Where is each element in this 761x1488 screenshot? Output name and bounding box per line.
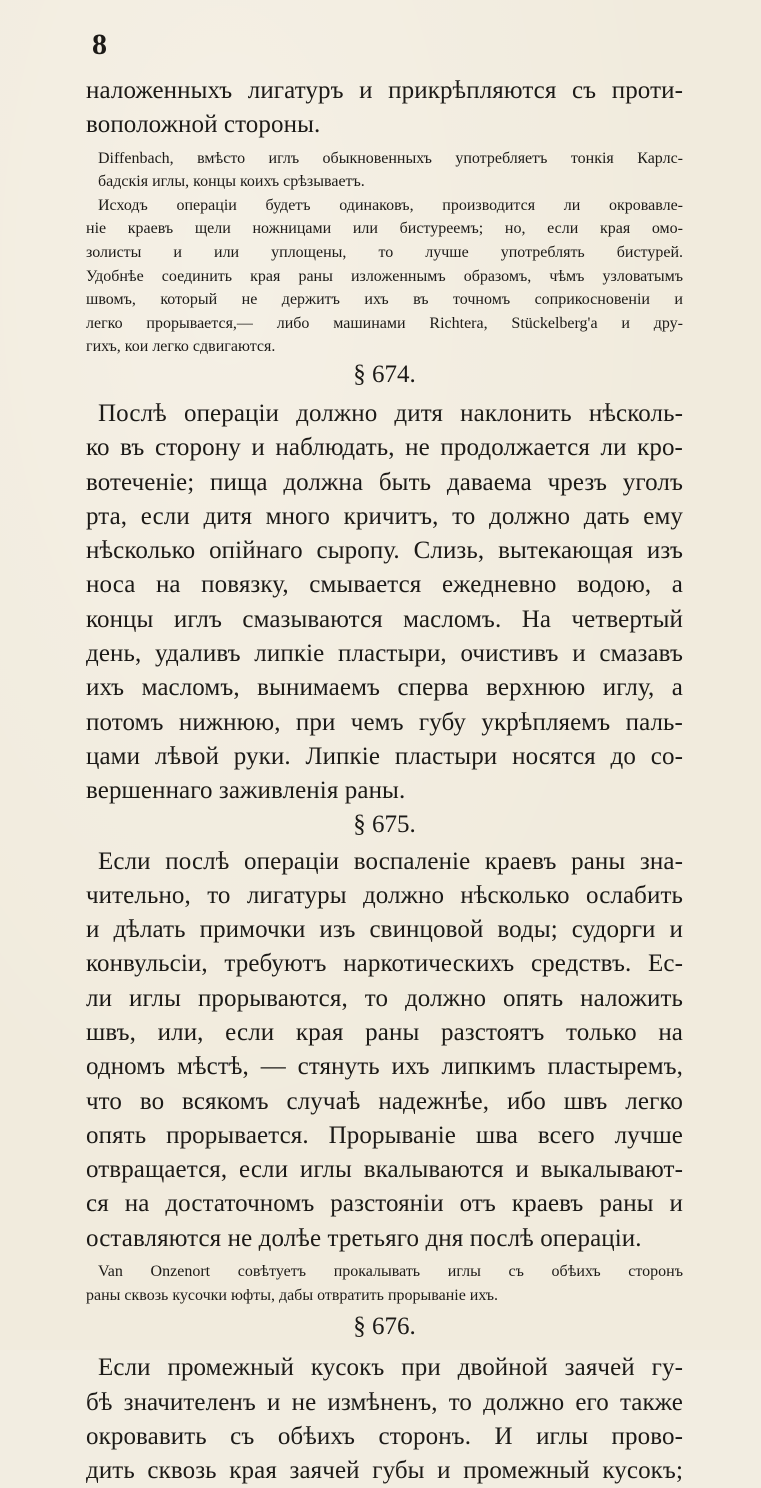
paragraph-676: [86, 1351, 683, 1488]
text-line: цами лѣвой руки. Липкіе пластыри носятся до со-: [86, 742, 683, 770]
text-line: ли иглы прорываются, то должно опять наложить: [86, 984, 683, 1012]
text-line: вершеннаго заживленія раны.: [86, 777, 406, 805]
text-line: Удобнѣе соединить края раны изложеннымъ образомъ, чѣмъ узловатымъ: [86, 267, 683, 285]
paragraph-675: [86, 845, 683, 1257]
text-line: гихъ, кои легко сдвигаются.: [86, 338, 276, 356]
text-line: ніе краевъ щели ножницами или бистуреемъ; но, если края омо-: [86, 220, 683, 238]
footnote-outcome: [86, 194, 683, 359]
section-heading-676: § 676.: [353, 1313, 416, 1341]
text-line: Diffenbach, вмѣсто иглъ обыкновенныхъ употребляетъ тонкія Карлс-: [98, 149, 683, 167]
text-line: что во всякомъ случаѣ надежнѣе, ибо швъ легко: [86, 1087, 683, 1115]
text-line: Исходъ операціи будетъ одинаковъ, производится ли окровавле-: [98, 196, 683, 214]
text-line: бѣ значителенъ и не измѣненъ, то должно его также: [86, 1388, 683, 1416]
text-line: ко въ сторону и наблюдать, не продолжается ли кро-: [86, 434, 683, 462]
paragraph-674: [86, 397, 683, 809]
text-line: рта, если дитя много кричитъ, то должно дать ему: [86, 502, 683, 530]
text-line: окровавить съ обѣихъ сторонъ. И иглы прово-: [86, 1422, 683, 1450]
text-line: чительно, то лигатуры должно нѣсколько ослабить: [86, 881, 683, 909]
text-line: Если послѣ операціи воспаленіе краевъ раны зна-: [98, 847, 683, 875]
text-line: одномъ мѣстѣ, — стянуть ихъ липкимъ пластыремъ,: [86, 1053, 683, 1081]
text-line: золисты и или уплощены, то лучше употреблять бистурей.: [86, 243, 683, 261]
text-line: раны сквозь кусочки юфты, дабы отвратить прорываніе ихъ.: [86, 1286, 499, 1304]
text-line: легко прорывается,— либо машинами Richtera, Stückelberg'a и дру-: [86, 314, 683, 332]
text-line: и дѣлать примочки изъ свинцовой воды; судорги и: [86, 916, 683, 944]
text-line: ихъ масломъ, вынимаемъ сперва верхнюю иглу, а: [86, 674, 683, 702]
text-line: день, удаливъ липкіе пластыри, очистивъ и смазавъ: [86, 640, 683, 668]
text-line: ся на достаточномъ разстояніи отъ краевъ раны и: [86, 1190, 683, 1218]
text-line: швомъ, который не держитъ ихъ въ точномъ соприкосновеніи и: [86, 291, 683, 309]
section-heading-675: § 675.: [353, 810, 416, 838]
text-line: воположной стороны.: [86, 111, 321, 139]
text-line: бадскія иглы, концы коихъ срѣзываетъ.: [98, 173, 365, 191]
text-line: оставляются не долѣе третьяго дня послѣ операціи.: [86, 1224, 642, 1252]
text-line: дить сквозь края заячей губы и промежный кусокъ;: [86, 1457, 683, 1485]
text-line: швъ, или, если края раны разстоятъ только на: [86, 1018, 683, 1046]
text-line: вотеченіе; пища должна быть даваема чрезъ уголъ: [86, 468, 683, 496]
text-line: конвульсіи, требуютъ наркотическихъ средствъ. Ес-: [86, 950, 683, 978]
text-line: концы иглъ смазываются масломъ. На четвертый: [86, 605, 683, 633]
text-line: Послѣ операціи должно дитя наклонить нѣсколь-: [98, 399, 683, 427]
text-line: нѣсколько опійнаго сыропу. Слизь, вытекающая изъ: [86, 537, 683, 565]
text-line: носа на повязку, смывается ежедневно водою, а: [86, 571, 683, 599]
paragraph-continuation: [86, 74, 683, 143]
section-heading-674: § 674.: [353, 360, 416, 388]
text-line: наложенныхъ лигатуръ и прикрѣпляются съ проти-: [86, 77, 683, 104]
page-number: 8: [92, 28, 107, 61]
footnote-diffenbach: [86, 147, 683, 194]
text-line: Если промежный кусокъ при двойной заячей гу-: [98, 1354, 683, 1382]
text-line: отвращается, если иглы вкалываются и выкалывают-: [86, 1156, 683, 1184]
text-line: потомъ нижнюю, при чемъ губу укрѣпляемъ паль-: [86, 708, 683, 736]
text-line: опять прорывается. Прорываніе шва всего лучше: [86, 1121, 683, 1149]
text-line: Van Onzenort совѣтуетъ прокалывать иглы съ обѣихъ сторонъ: [98, 1263, 683, 1281]
footnote-van-onzenort: [86, 1260, 683, 1307]
